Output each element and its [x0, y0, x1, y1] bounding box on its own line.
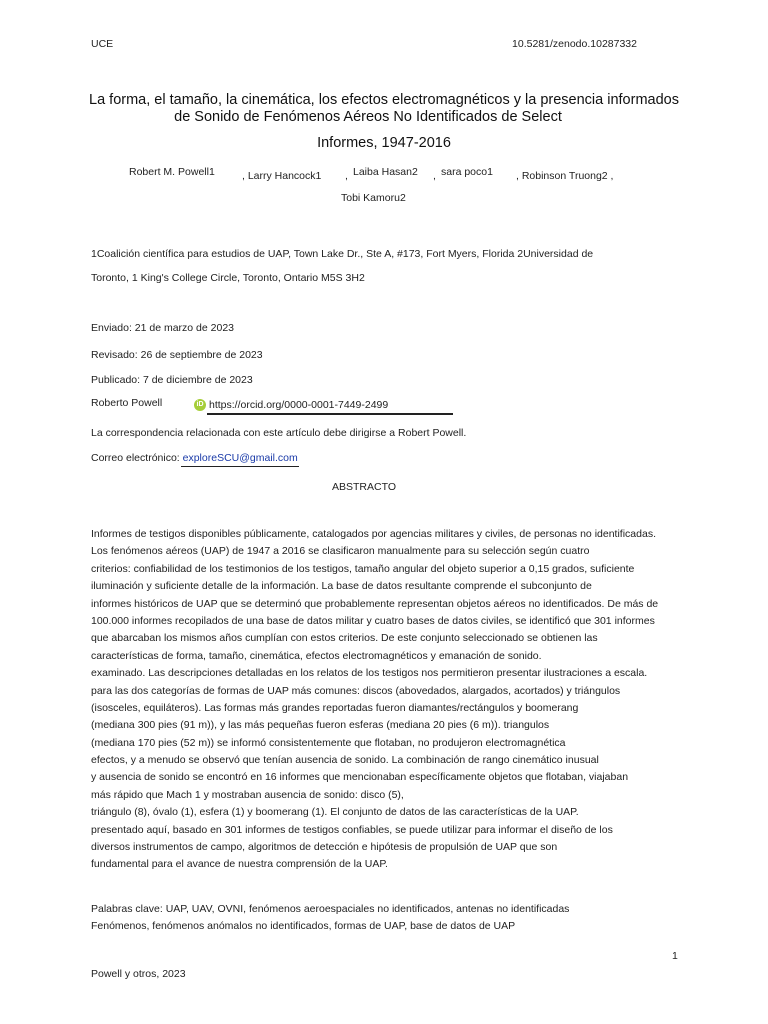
keywords-line-2: Fenómenos, fenómenos anómalos no identificados, formas de UAP, base de datos de UAP	[91, 920, 516, 932]
abstract-line: efectos, y a menudo se observó que tenían ausencia de sonido. La combinación de rango cinemático inusual	[91, 754, 599, 767]
affiliation-line-1: 1Coalición científica para estudios de UAP, Town Lake Dr., Ste A, #173, Fort Myers, Florida 2Universidad de	[91, 248, 594, 260]
date-published: Publicado: 7 de diciembre de 2023	[91, 374, 253, 386]
title-line-2: de Sonido de Fenómenos Aéreos No Identificados de Select	[174, 109, 562, 125]
abstract-line: iluminación y suficiente detalle de la información. La base de datos resultante comprende el subconjunto de	[91, 580, 592, 593]
abstract-line: fundamental para el avance de nuestra comprensión de la UAP.	[91, 858, 388, 871]
abstract-line: 100.000 informes recopilados de una base de datos militar y cuatro bases de datos civiles, se identificó que 301 informes	[91, 614, 655, 627]
abstract-line: que abarcaban los mismos años cumplían con estos criterios. De este conjunto seleccionado se obtienen las	[91, 632, 598, 645]
abstract-line: Informes de testigos disponibles públicamente, catalogados por agencias militares y civiles, de personas no identificadas.	[91, 528, 656, 540]
author-poco: sara poco1	[441, 166, 493, 178]
abstract-line: criterios: confiabilidad de los testimonios de los testigos, tamaño angular del objeto superior a 0,15 grados, suficiente	[91, 562, 635, 575]
page-number: 1	[672, 950, 678, 962]
abstract-line: (mediana 300 pies (91 m)), y las más pequeñas fueron esferas (mediana 20 pies (6 m)). triangulos	[91, 719, 550, 732]
keywords-line-1: Palabras clave: UAP, UAV, OVNI, fenómenos aeroespaciales no identificados, antenas no identificadas	[91, 903, 570, 915]
correspondence-note: La correspondencia relacionada con este artículo debe dirigirse a Robert Powell.	[91, 427, 467, 439]
email-underline	[181, 466, 299, 467]
abstract-line: informes históricos de UAP que se determinó que probablemente representan objetos aéreos no identificados. De más de	[91, 597, 659, 610]
abstract-line: (mediana 170 pies (52 m)) se informó consistentemente que flotaban, no produjeron electromagnética	[91, 736, 566, 749]
date-revised: Revisado: 26 de septiembre de 2023	[91, 349, 263, 361]
orcid-icon: iD	[194, 399, 206, 411]
abstract-line: triángulo (8), óvalo (1), esfera (1) y boomerang (1). El conjunto de datos de las características de la UAP.	[91, 806, 579, 819]
author-hancock: , Larry Hancock1	[242, 170, 322, 182]
affiliation-line-2: Toronto, 1 King's College Circle, Toronto, Ontario M5S 3H2	[91, 272, 365, 284]
email-label: Correo electrónico:	[91, 452, 183, 464]
author-separator: ,	[345, 170, 348, 182]
abstract-body	[91, 528, 658, 876]
abstract-line: para las dos categorías de formas de UAP más comunes: discos (abovedados, alargados, acortados) y triángulos	[91, 684, 621, 697]
author-hasan: Laiba Hasan2	[353, 166, 418, 178]
abstract-heading: ABSTRACTO	[332, 481, 396, 493]
abstract-line: y ausencia de sonido se encontró en 16 informes que mencionaban específicamente objetos que flotaban, viajaban	[91, 771, 629, 784]
author-separator: ,	[433, 170, 436, 182]
abstract-line: presentado aquí, basado en 301 informes de testigos confiables, se puede utilizar para informar el diseño de los	[91, 823, 613, 836]
abstract-line: examinado. Las descripciones detalladas en los relatos de los testigos nos permitieron presentar ilustraciones a escala.	[91, 667, 648, 680]
email-link[interactable]: exploreSCU@gmail.com	[182, 452, 298, 464]
date-sent: Enviado: 21 de marzo de 2023	[91, 322, 235, 334]
author-powell: Robert M. Powell1	[129, 166, 215, 178]
orcid-author-name: Roberto Powell	[91, 397, 163, 409]
email-line	[91, 452, 298, 464]
running-header-doi: 10.5281/zenodo.10287332	[512, 38, 637, 50]
orcid-underline	[207, 413, 453, 415]
abstract-line: diversos instrumentos de campo, algoritmos de detección e hipótesis de propulsión de UAP que son	[91, 841, 558, 854]
author-kamoru: Tobi Kamoru2	[341, 192, 406, 204]
author-truong: , Robinson Truong2 ,	[516, 170, 614, 182]
footer-citation: Powell y otros, 2023	[91, 968, 186, 980]
abstract-line: más rápido que Mach 1 y mostraban ausencia de sonido: disco (5),	[91, 788, 404, 801]
running-header-left: UCE	[91, 38, 114, 50]
abstract-line: características de forma, tamaño, cinemática, efectos electromagnéticos y emanación de sonido.	[91, 649, 542, 662]
abstract-line: Los fenómenos aéreos (UAP) de 1947 a 2016 se clasificaron manualmente para su selección según cuatro	[91, 545, 590, 558]
title-line-1: La forma, el tamaño, la cinemática, los efectos electromagnéticos y la presencia informados	[89, 92, 679, 108]
title-line-3: Informes, 1947-2016	[317, 135, 451, 151]
abstract-line: (isosceles, equiláteros). Las formas más grandes reportadas fueron diamantes/rectángulos y boomerang	[91, 701, 579, 714]
orcid-link[interactable]: https://orcid.org/0000-0001-7449-2499	[209, 399, 389, 411]
